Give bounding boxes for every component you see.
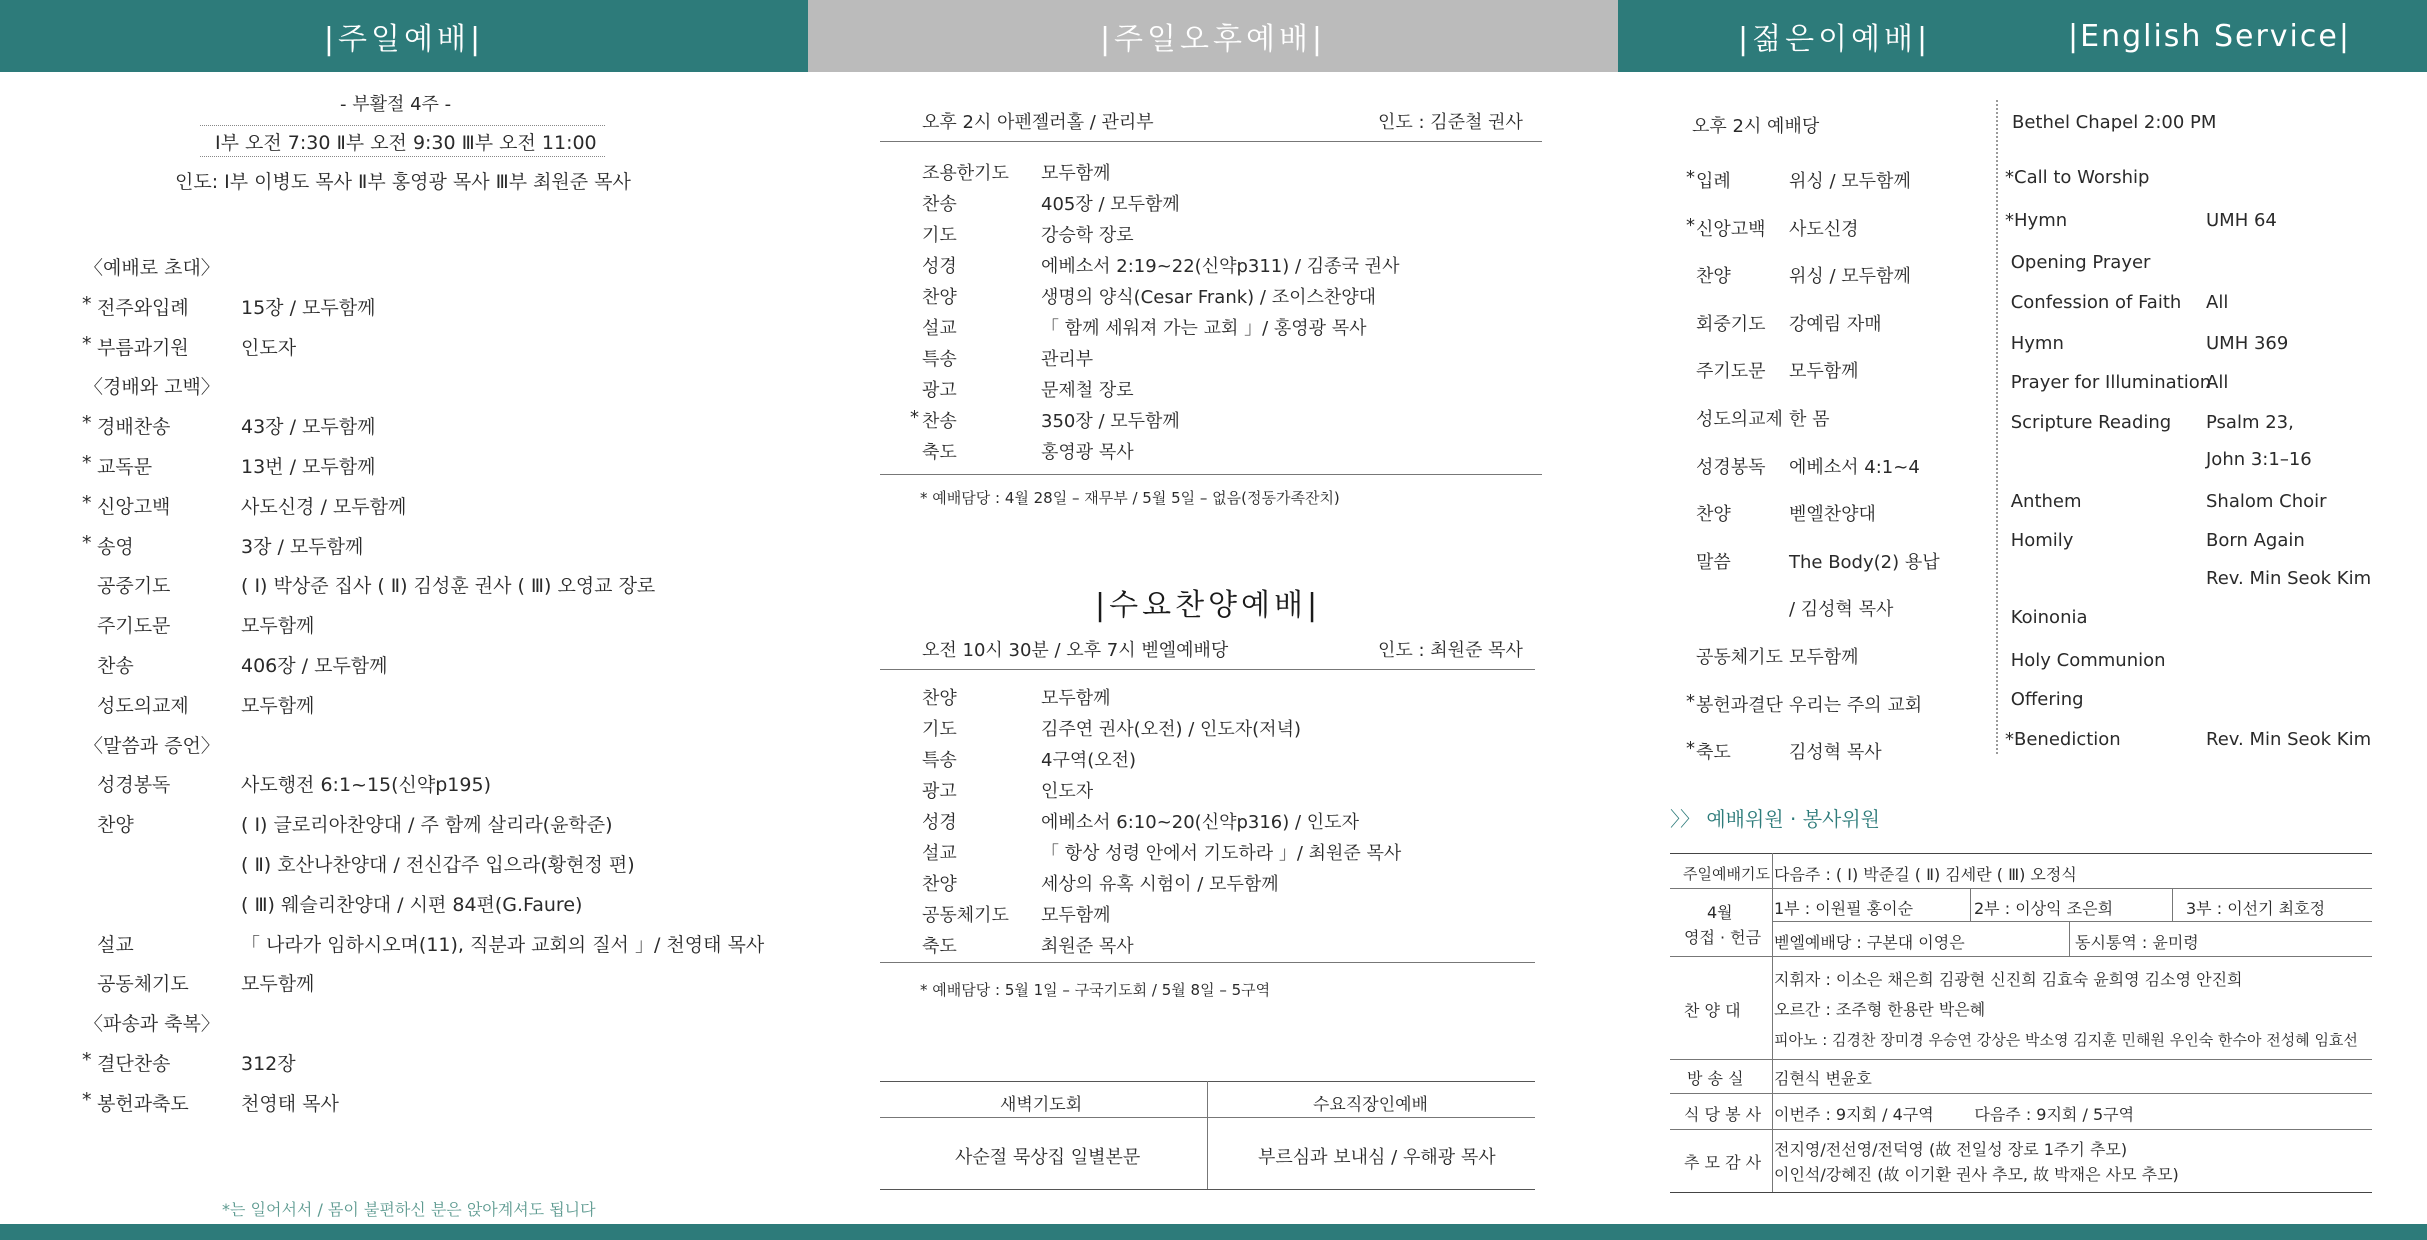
item-label: 공동체기도 [97,973,189,996]
ct-greet-c3: 3부 : 이선기 최호정 [2186,899,2326,918]
item-label: 봉헌과축도 [97,1092,189,1115]
sunday-footnote: *는 일어서서 / 몸이 불편하신 분은 앉아계셔도 됩니다 [222,1200,596,1219]
sunday-times: Ⅰ부 오전 7:30 Ⅱ부 오전 9:30 Ⅲ부 오전 11:00 [215,132,597,154]
item-value: 최원준 목사 [1041,936,1134,957]
ct-greet-label-2: 영접 · 헌금 [1684,928,1762,947]
item-label: 성경 [922,256,957,277]
item-value: 4구역(오전) [1041,750,1137,771]
header-sunday [0,0,808,72]
item-value: 「 나라가 임하시오며(11), 직분과 교회의 질서 」/ 천영태 목사 [241,933,765,956]
item-value: 에베소서 6:10~20(신약p316) / 인도자 [1041,812,1359,833]
item-value: 사도행전 6:1~15(신약p195) [241,774,491,797]
english-item-label: Confession of Faith [2005,292,2182,313]
ct-greet-d1: 벧엘예배당 : 구본대 이영은 [1774,933,1965,952]
english-item-value: UMH 64 [2206,210,2277,231]
item-label: 공동체기도 [1696,647,1783,668]
item-value: 문제철 장로 [1041,380,1134,401]
dawn-table-bottom [880,1189,1535,1190]
item-value: 15장 / 모두함께 [241,296,376,319]
ct-choir-3: 피아노 : 김경찬 장미경 우승연 강상은 박소영 김지훈 민해원 우인숙 한수아 전성혜 임효선 [1774,1031,2358,1049]
ct-choir-2: 오르간 : 조주형 한용란 박은혜 [1774,1000,1986,1019]
item-value: 모두함께 [1041,688,1111,709]
item-value: 세상의 유혹 시험이 / 모두함께 [1041,874,1279,895]
item-value: ( Ⅱ) 호산나찬양대 / 전신갑주 입으라(황현정 편) [241,854,635,876]
english-item-value: Born Again [2206,530,2305,551]
standing-marker: * [82,1049,92,1071]
ct-memorial-1: 전지영/전선영/전덕영 (故 전일성 장로 1주기 추모) [1774,1140,2128,1159]
item-value: 위싱 / 모두함께 [1789,171,1911,192]
item-value: 벧엘찬양대 [1789,504,1876,526]
header-sunday-title: |주일예배| [323,22,485,57]
ct-rule-3 [1670,1059,2372,1060]
item-label: 설교 [922,318,957,339]
header-youth-title: |젊은이예배| [1738,22,1932,57]
wednesday-note: * 예배담당 : 5월 1일 – 구국기도회 / 5월 8일 – 5구역 [920,981,1271,999]
times-divider [200,156,605,157]
ct-prayer-value: 다음주 : ( Ⅰ) 박준길 ( Ⅱ) 김세란 ( Ⅲ) 오정식 [1774,865,2077,884]
item-label: 기도 [922,225,957,246]
ct-kitchen-label: 식 당 봉 사 [1684,1105,1762,1124]
item-value: 모두함께 [1789,647,1859,668]
item-label: 전주와입례 [97,296,189,319]
english-item-value: Rev. Min Seok Kim [2206,568,2372,589]
item-value: 에베소서 4:1~4 [1789,456,1920,478]
item-label: 봉헌과결단 [1696,694,1783,716]
item-label: 찬양 [922,688,957,709]
ct-choir-label: 찬 양 대 [1684,1001,1741,1020]
item-value: 한 몸 [1789,409,1830,430]
standing-marker: * [82,1088,92,1111]
item-label: 찬양 [1696,266,1731,288]
english-item-label: Anthem [2005,491,2082,512]
ct-memorial-2: 이인석/강혜진 (故 이기환 권사 추모, 故 박재은 사모 추모) [1774,1165,2179,1184]
english-item-value: All [2206,292,2229,313]
english-item-label: *Call to Worship [2005,167,2150,188]
item-label: 찬송 [922,411,957,432]
item-label: 찬송 [922,194,957,215]
sunday-leaders: 인도: Ⅰ부 이병도 목사 Ⅱ부 홍영광 목사 Ⅲ부 최원준 목사 [175,171,631,193]
item-value: 김주연 권사(오전) / 인도자(저녁) [1041,719,1301,740]
afternoon-top-rule [880,141,1542,142]
english-item-value: Psalm 23, [2206,412,2294,433]
english-item-label: Prayer for Illumination [2005,372,2212,393]
item-label: 공중기도 [97,575,171,598]
english-item-label: Hymn [2005,333,2064,354]
item-value: 관리부 [1041,349,1094,370]
ct-greet-d2: 동시통역 : 윤미령 [2075,933,2199,952]
english-item-value: Rev. Min Seok Kim [2206,729,2372,750]
item-value: 홍영광 목사 [1041,442,1134,463]
item-value: 생명의 양식(Cesar Frank) / 조이스찬양대 [1041,287,1377,308]
item-value: ( Ⅰ) 박상준 집사 ( Ⅱ) 김성훈 권사 ( Ⅲ) 오영교 장로 [241,575,656,598]
header-afternoon-title: |주일오후예배| [1099,22,1327,57]
item-value: 13번 / 모두함께 [241,456,376,478]
item-label: 신앙고백 [1696,218,1766,240]
item-value: 모두함께 [241,615,315,638]
ct-col-divider [1772,853,1773,1192]
item-label: 신앙고백 [97,495,171,518]
dawn-table-divider [1207,1081,1208,1189]
standing-marker: * [1686,690,1695,712]
afternoon-info-right: 인도 : 김준철 권사 [1378,112,1523,133]
ct-greet-div-1 [1970,888,1971,921]
item-value: 「 함께 세워져 가는 교회 」/ 홍영광 목사 [1041,318,1367,339]
english-item-label: *Hymn [2005,210,2068,231]
youth-info: 오후 2시 예배당 [1692,116,1820,137]
item-label: 설교 [922,843,957,864]
standing-marker: * [82,491,92,514]
ct-rule-top [1670,853,2372,854]
item-label: 성도의교제 [97,694,189,717]
item-value: The Body(2) 용납 [1789,551,1940,573]
wednesday-title: |수요찬양예배| [1095,588,1322,623]
dawn-col1-value: 사순절 묵상집 일별본문 [955,1147,1141,1168]
item-label: 광고 [922,380,957,401]
item-value: 인도자 [1041,781,1094,802]
standing-marker: * [82,452,92,474]
item-value: 350장 / 모두함께 [1041,411,1180,432]
ct-kitchen-value: 이번주 : 9지회 / 4구역 다음주 : 9지회 / 5구역 [1774,1105,2135,1124]
item-value: 3장 / 모두함께 [241,535,364,558]
item-label: 찬송 [97,655,134,677]
youth-english-divider [1996,100,1998,754]
wednesday-info-left: 오전 10시 30분 / 오후 7시 벧엘예배당 [922,640,1229,661]
dawn-col1-header: 새벽기도회 [1000,1095,1083,1115]
standing-marker: * [82,292,92,315]
item-value: 강승학 장로 [1041,225,1134,246]
item-label: 축도 [922,936,957,957]
wednesday-top-rule [880,669,1535,670]
item-label: 찬양 [922,287,957,308]
item-label: 송영 [97,535,134,558]
english-item-label: Scripture Reading [2005,412,2172,433]
section-heading: 〈말씀과 증언〉 [84,734,220,757]
item-value: 에베소서 2:19~22(신약p311) / 김종국 권사 [1041,256,1400,277]
item-label: 축도 [1696,742,1731,764]
item-label: 축도 [922,442,957,463]
item-value: 모두함께 [241,973,315,996]
ct-rule-2 [1670,956,2372,957]
season-divider [200,125,605,126]
english-item-label: Homily [2005,530,2074,551]
ct-broadcast-value: 김현식 변윤호 [1774,1069,1872,1088]
item-value: 사도신경 / 모두함께 [241,495,407,518]
item-label: 결단찬송 [97,1053,171,1075]
ct-rule-4 [1670,1093,2372,1094]
ct-greet-div-2 [2172,888,2173,921]
item-value: 사도신경 [1789,218,1859,240]
item-label: 공동체기도 [922,905,1009,926]
item-value: ( Ⅲ) 웨슬리찬양대 / 시편 84편(G.Faure) [241,893,583,916]
english-item-label: Koinonia [2005,607,2088,628]
item-label: 조용한기도 [922,163,1009,184]
english-item-value: UMH 369 [2206,333,2289,354]
item-value: 405장 / 모두함께 [1041,194,1180,215]
ct-rule-5 [1670,1129,2372,1130]
item-label: 특송 [922,750,957,771]
item-value: 김성혁 목사 [1789,742,1882,764]
item-label: 특송 [922,349,957,370]
item-value: 모두함께 [1041,905,1111,926]
ct-memorial-label: 추 모 감 사 [1684,1153,1762,1172]
item-label: 교독문 [97,456,153,478]
english-item-label: *Benediction [2005,729,2121,750]
item-value: 강예림 자매 [1789,313,1882,335]
english-item-label: Holy Communion [2005,650,2166,671]
item-label: 입례 [1696,171,1731,192]
item-label: 경배찬송 [97,416,171,439]
english-item-value: All [2206,372,2229,393]
ct-broadcast-label: 방 송 실 [1687,1069,1744,1088]
item-label: 주기도문 [97,615,171,638]
item-value: 모두함께 [1041,163,1111,184]
item-label: 성경 [922,812,957,833]
standing-marker: * [1686,214,1695,236]
section-heading: 〈예배로 초대〉 [84,257,220,279]
item-value: 「 항상 성령 안에서 기도하라 」/ 최원준 목사 [1041,843,1402,864]
dawn-col2-value: 부르심과 보내심 / 우해광 목사 [1258,1147,1496,1168]
wednesday-info-right: 인도 : 최원준 목사 [1378,640,1523,661]
item-label: 찬양 [97,814,134,837]
ct-greet-c1: 1부 : 이원필 홍이순 [1774,899,1914,918]
standing-marker: * [82,412,92,435]
dawn-col2-header: 수요직장인예배 [1313,1095,1428,1115]
standing-marker: * [1686,738,1695,760]
english-info: Bethel Chapel 2:00 PM [2012,112,2217,133]
standing-marker: * [910,407,919,428]
header-afternoon [808,0,1618,72]
item-value: 406장 / 모두함께 [241,655,388,677]
standing-marker: * [1686,167,1695,188]
item-label: 회중기도 [1696,313,1766,335]
english-item-label: Offering [2005,689,2084,710]
item-label: 성경봉독 [1696,456,1766,478]
english-item-value: John 3:1–16 [2206,449,2312,470]
item-label: 찬양 [922,874,957,895]
section-heading: 〈파송과 축복〉 [84,1013,220,1036]
english-item-value: Shalom Choir [2206,491,2327,512]
item-value: 위싱 / 모두함께 [1789,266,1911,288]
item-value: 모두함께 [1789,361,1859,383]
wednesday-bottom-rule [880,962,1535,963]
ct-rule-bottom [1670,1192,2372,1193]
ct-rule-1b [1772,921,2372,922]
ct-rule-1 [1670,888,2372,889]
item-label: 말씀 [1696,551,1731,573]
item-label: 기도 [922,719,957,740]
afternoon-info-left: 오후 2시 아펜젤러홀 / 관리부 [922,112,1154,133]
item-value: 천영태 목사 [241,1092,339,1115]
item-value: 43장 / 모두함께 [241,416,376,439]
afternoon-bottom-rule [880,474,1542,475]
item-value: 모두함께 [241,694,315,717]
section-heading: 〈경배와 고백〉 [84,376,220,399]
item-value: 312장 [241,1053,296,1075]
item-value: 우리는 주의 교회 [1789,694,1923,716]
item-value: ( Ⅰ) 글로리아찬양대 / 주 함께 살리라(윤학준) [241,814,613,837]
bottom-bar [0,1224,2427,1240]
standing-marker: * [82,332,92,355]
item-value: 인도자 [241,336,297,359]
standing-marker: * [82,531,92,554]
ct-choir-1: 지휘자 : 이소은 채은희 김광현 신진희 김효숙 윤희영 김소영 안진희 [1774,970,2243,989]
committee-title: 〉〉 예배위원 · 봉사위원 [1670,807,1880,831]
ct-greet-label-1: 4월 [1707,903,1733,922]
header-right [1618,0,2427,72]
item-label: 주기도문 [1696,361,1766,383]
item-label: 설교 [97,933,134,956]
ct-greet-c2: 2부 : 이상익 조은희 [1974,899,2114,918]
ct-prayer-label: 주일예배기도 [1683,865,1770,883]
item-label: 광고 [922,781,957,802]
afternoon-note: * 예배담당 : 4월 28일 – 재무부 / 5월 5일 – 없음(정동가족잔치) [920,489,1340,507]
sunday-season: - 부활절 4주 - [340,94,452,115]
item-label: 부름과기원 [97,336,189,359]
header-english-title: |English Service| [2068,18,2351,54]
item-label: 성경봉독 [97,774,171,797]
item-label: 성도의교제 [1696,409,1783,430]
item-label: 찬양 [1696,504,1731,526]
english-item-label: Opening Prayer [2005,252,2151,273]
item-value: / 김성혁 목사 [1789,599,1894,621]
ct-greet-div-3 [2069,921,2070,956]
